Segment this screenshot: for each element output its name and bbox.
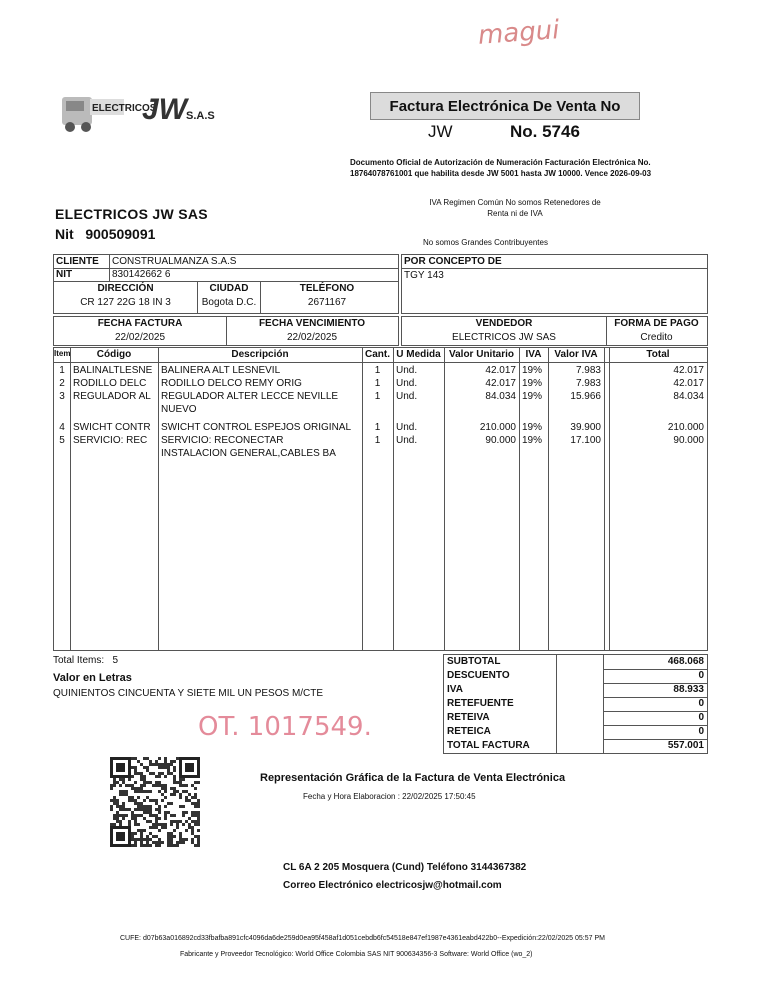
total-label: RETEICA	[447, 726, 491, 737]
col-item: Item	[54, 349, 71, 358]
company-name: ELECTRICOS JW SAS	[55, 206, 208, 222]
dates-box	[53, 316, 399, 346]
item-viva: 15.966	[570, 391, 601, 402]
totals-box	[443, 654, 708, 754]
item-desc2: NUEVO	[161, 404, 197, 415]
total-items-value: 5	[112, 655, 119, 666]
item-um: Und.	[396, 365, 418, 376]
item-um: Und.	[396, 391, 418, 402]
col-valor-iva: Valor IVA	[554, 349, 598, 360]
item-iva: 19%	[522, 422, 543, 433]
col-descripcion: Descripción	[231, 349, 289, 360]
concepto-label: POR CONCEPTO DE	[404, 256, 502, 267]
company-logo	[60, 87, 215, 133]
tax-line: IVA Regimen Común No somos Retenedores de	[429, 198, 601, 207]
item-total: 42.017	[673, 365, 704, 376]
total-label: TOTAL FACTURA	[447, 740, 530, 751]
svg-text:ELECTRICOS: ELECTRICOS	[92, 103, 157, 114]
item-total: 90.000	[673, 435, 704, 446]
item-vu: 84.034	[485, 391, 516, 402]
total-value: 557.001	[667, 740, 704, 751]
fecha-venc-value: 22/02/2025	[286, 332, 338, 343]
item-item: 2	[59, 378, 65, 389]
vendedor-value: ELECTRICOS JW SAS	[452, 332, 556, 343]
client-nit-label: NIT	[56, 269, 73, 280]
item-item: 1	[59, 365, 65, 376]
tax-regime	[400, 197, 630, 219]
svg-text:JW: JW	[142, 93, 187, 126]
total-value: 0	[698, 670, 704, 681]
company-email: Correo Electrónico electricosjw@hotmail.com	[283, 880, 502, 891]
item-vu: 90.000	[485, 435, 516, 446]
fecha-venc-label: FECHA VENCIMIENTO	[258, 318, 366, 329]
item-desc: RODILLO DELCO REMY ORIG	[161, 378, 302, 389]
total-label: RETEFUENTE	[447, 698, 514, 709]
total-label: DESCUENTO	[447, 670, 510, 681]
invoice-number: No. 5746	[510, 122, 580, 141]
telefono-label: TELÉFONO	[299, 283, 355, 294]
col-valor-unitario: Valor Unitario	[448, 349, 514, 360]
cliente-value: CONSTRUALMANZA S.A.S	[112, 256, 237, 267]
item-cant: 1	[374, 422, 381, 433]
total-label: IVA	[447, 684, 463, 695]
col-iva: IVA	[525, 349, 542, 360]
forma-pago-value: Credito	[640, 332, 673, 343]
item-cant: 1	[374, 365, 381, 376]
item-cant: 1	[374, 391, 381, 402]
authorization-line: 18764078761001 que habilita desde JW 5001 hasta JW 10000. Vence 2026-09-03	[350, 169, 652, 178]
item-vu: 42.017	[485, 378, 516, 389]
item-um: Und.	[396, 422, 418, 433]
total-label: SUBTOTAL	[447, 656, 501, 667]
representation-title: Representación Gráfica de la Factura de Venta Electrónica	[260, 772, 566, 784]
ciudad-value: Bogota D.C.	[201, 297, 257, 308]
item-total: 210.000	[667, 422, 704, 433]
col-cant: Cant.	[365, 349, 390, 360]
cufe: CUFE: d07b63a016892cd33fbafba891cfc4096da6de259d0ea95f458af1d051cebdb6fc54518e847ef1987e4361eabd422b0--Expedición:22/02/2025 05:57 PM	[120, 935, 605, 942]
vendedor-label: VENDEDOR	[475, 318, 533, 329]
handwritten-note: magui	[477, 15, 561, 51]
item-desc: SERVICIO: RECONECTAR	[161, 435, 284, 446]
client-box	[53, 254, 399, 314]
fecha-elaboracion: Fecha y Hora Elaboracion : 22/02/2025 17:50:45	[303, 792, 476, 801]
total-value: 0	[698, 698, 704, 709]
total-value: 468.068	[667, 656, 704, 667]
handwritten-order: OT. 1017549.	[198, 712, 372, 742]
item-um: Und.	[396, 378, 418, 389]
vendor-box	[401, 316, 708, 346]
col-codigo: Código	[96, 349, 132, 360]
direccion-value: CR 127 22G 18 IN 3	[80, 297, 171, 308]
item-total: 42.017	[673, 378, 704, 389]
total-items-label: Total Items:	[53, 655, 105, 666]
col-total: Total	[646, 349, 670, 360]
valor-letras-value: QUINIENTOS CINCUENTA Y SIETE MIL UN PESOS M/CTE	[53, 688, 324, 699]
item-desc: REGULADOR ALTER LECCE NEVILLE	[161, 391, 339, 402]
item-desc: SWICHT CONTROL ESPEJOS ORIGINAL	[161, 422, 352, 433]
item-um: Und.	[396, 435, 418, 446]
forma-pago-label: FORMA DE PAGO	[614, 318, 699, 329]
item-item: 5	[59, 435, 65, 446]
authorization-text	[350, 157, 651, 179]
item-viva: 7.983	[575, 365, 601, 376]
fecha-factura-label: FECHA FACTURA	[97, 318, 183, 329]
item-item: 3	[59, 391, 65, 402]
company-address: CL 6A 2 205 Mosquera (Cund) Teléfono 3144367382	[283, 862, 527, 873]
tax-contributor: No somos Grandes Contribuyentes	[423, 238, 548, 247]
tax-line: Renta ni de IVA	[487, 209, 543, 218]
truck-logo-icon	[60, 87, 215, 133]
nit-value: 900509091	[85, 226, 156, 242]
item-desc: BALINERA ALT LESNEVIL	[161, 365, 281, 376]
invoice-prefix: JW	[428, 122, 453, 141]
item-iva: 19%	[522, 378, 543, 389]
item-codigo: RODILLO DELC	[73, 378, 147, 389]
item-iva: 19%	[522, 435, 543, 446]
authorization-line: Documento Oficial de Autorización de Numeración Facturación Electrónica No.	[350, 158, 651, 167]
cliente-label: CLIENTE	[56, 256, 99, 267]
col-um: U Medida	[396, 349, 441, 360]
item-viva: 39.900	[570, 422, 601, 433]
item-total: 84.034	[673, 391, 704, 402]
item-vu: 210.000	[479, 422, 516, 433]
company-nit	[55, 226, 155, 242]
svg-text:S.A.S: S.A.S	[186, 110, 215, 122]
item-codigo: BALINALTLESNE	[73, 365, 153, 376]
client-nit-value: 830142662 6	[112, 269, 171, 280]
telefono-value: 2671167	[307, 297, 347, 308]
item-iva: 19%	[522, 365, 543, 376]
total-value: 0	[698, 712, 704, 723]
item-cant: 1	[374, 378, 381, 389]
fecha-factura-value: 22/02/2025	[114, 332, 166, 343]
item-codigo: SWICHT CONTR	[73, 422, 151, 433]
concepto-box	[401, 254, 708, 314]
total-label: RETEIVA	[447, 712, 490, 723]
item-viva: 7.983	[575, 378, 601, 389]
item-codigo: SERVICIO: REC	[73, 435, 148, 446]
total-value: 0	[698, 726, 704, 737]
item-desc2: INSTALACION GENERAL,CABLES BA	[161, 448, 336, 459]
concepto-value: TGY 143	[404, 270, 444, 281]
qr-code-icon	[110, 757, 200, 847]
item-item: 4	[59, 422, 65, 433]
item-codigo: REGULADOR AL	[73, 391, 151, 402]
ciudad-label: CIUDAD	[209, 283, 249, 294]
item-cant: 1	[374, 435, 381, 446]
total-value: 88.933	[673, 684, 704, 695]
nit-label: Nit	[55, 226, 74, 242]
valor-letras-label: Valor en Letras	[53, 672, 132, 684]
items-table	[53, 347, 708, 651]
direccion-label: DIRECCIÓN	[97, 283, 154, 294]
total-items	[53, 655, 118, 666]
provider: Fabricante y Proveedor Tecnológico: World Office Colombia SAS NIT 900634356-3 Software: World Office (wo_2)	[180, 951, 533, 958]
item-vu: 42.017	[485, 365, 516, 376]
item-iva: 19%	[522, 391, 543, 402]
qr-code	[110, 757, 200, 847]
item-viva: 17.100	[570, 435, 601, 446]
document-title: Factura Electrónica De Venta No	[370, 92, 640, 120]
